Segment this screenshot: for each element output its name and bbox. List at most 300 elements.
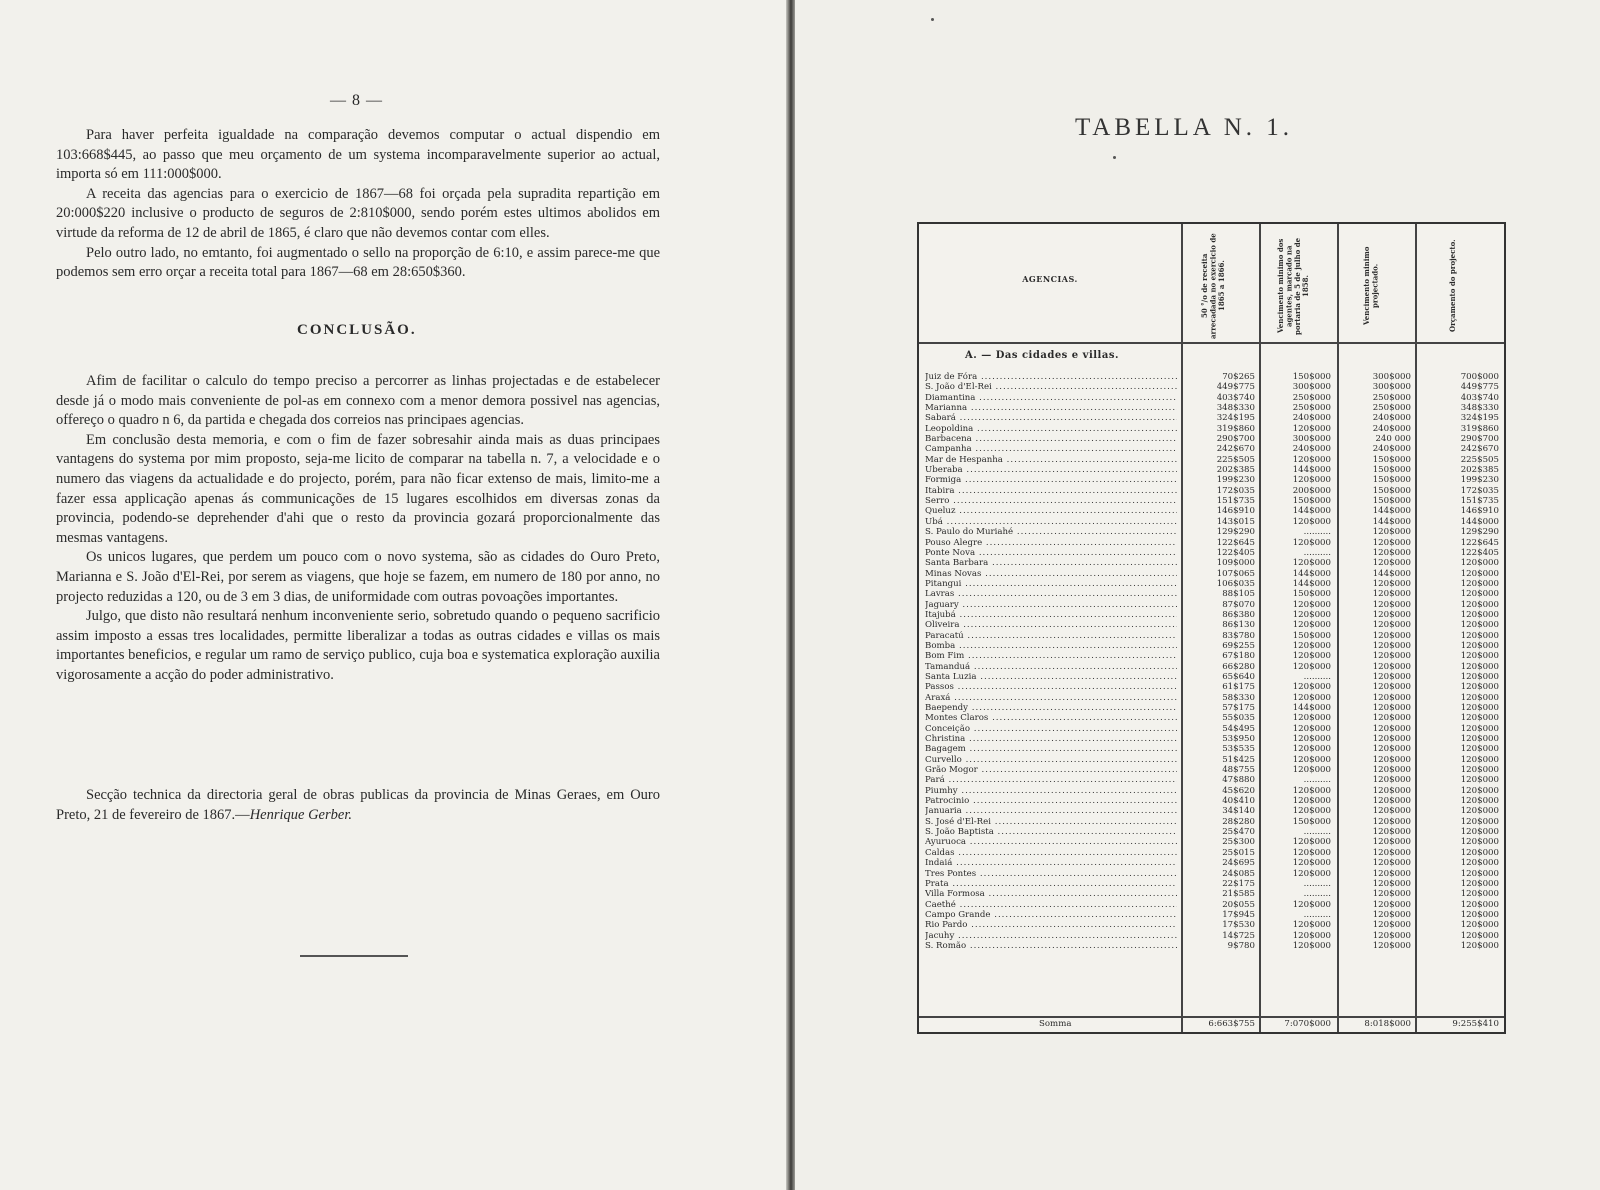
cell-receita: 61$175 bbox=[1222, 682, 1255, 693]
cell-orcamento: 120$000 bbox=[1460, 692, 1499, 703]
cell-vencimento-1858: 120$000 bbox=[1292, 734, 1331, 745]
cell-orcamento: 120$000 bbox=[1460, 878, 1499, 889]
cell-receita: 17$530 bbox=[1222, 920, 1255, 931]
cell-receita: 54$495 bbox=[1222, 723, 1255, 734]
agency-name: Caethé ..... bbox=[925, 900, 1177, 910]
body-text-conclusion bbox=[56, 372, 660, 686]
cell-orcamento: 290$700 bbox=[1460, 434, 1499, 445]
table-row bbox=[919, 600, 1504, 610]
table-row bbox=[919, 817, 1504, 827]
cell-vencimento-1858: 150$000 bbox=[1292, 372, 1331, 382]
somma-label: Somma bbox=[1039, 1019, 1072, 1029]
agency-name: Itabira ..... bbox=[925, 486, 1177, 496]
cell-vencimento-projectado: 120$000 bbox=[1372, 671, 1411, 682]
cell-vencimento-1858: 150$000 bbox=[1292, 496, 1331, 507]
cell-vencimento-projectado: 300$000 bbox=[1372, 382, 1411, 393]
table-row bbox=[919, 569, 1504, 579]
cell-vencimento-projectado: 120$000 bbox=[1372, 558, 1411, 569]
cell-orcamento: 120$000 bbox=[1460, 847, 1499, 858]
cell-vencimento-1858: .......... bbox=[1303, 909, 1331, 920]
cell-vencimento-1858: 120$000 bbox=[1292, 847, 1331, 858]
cell-orcamento: 120$000 bbox=[1460, 651, 1499, 662]
cell-orcamento: 120$000 bbox=[1460, 785, 1499, 796]
table-row bbox=[919, 579, 1504, 589]
cell-vencimento-1858: 300$000 bbox=[1292, 382, 1331, 393]
cell-vencimento-1858: 120$000 bbox=[1292, 858, 1331, 869]
cell-vencimento-1858: 120$000 bbox=[1292, 620, 1331, 631]
agency-name: Montes Claros ..... bbox=[925, 713, 1177, 723]
paper-speck bbox=[931, 18, 934, 21]
cell-vencimento-1858: 120$000 bbox=[1292, 837, 1331, 848]
table-row bbox=[919, 941, 1504, 951]
cell-orcamento: 129$290 bbox=[1460, 527, 1499, 538]
table-row bbox=[919, 869, 1504, 879]
cell-vencimento-projectado: 120$000 bbox=[1372, 940, 1411, 951]
cell-orcamento: 120$000 bbox=[1460, 599, 1499, 610]
cell-vencimento-projectado: 120$000 bbox=[1372, 754, 1411, 765]
agency-name: Santa Luzia ..... bbox=[925, 672, 1177, 682]
cell-vencimento-1858: 144$000 bbox=[1292, 465, 1331, 476]
page-number: — 8 — bbox=[330, 92, 383, 109]
agency-name: S. João Baptista ..... bbox=[925, 827, 1177, 837]
table-row bbox=[919, 610, 1504, 620]
cell-receita: 66$280 bbox=[1222, 661, 1255, 672]
cell-vencimento-projectado: 150$000 bbox=[1372, 465, 1411, 476]
agency-name: Lavras ..... bbox=[925, 589, 1177, 599]
table-row bbox=[919, 879, 1504, 889]
agency-name: S. Romão ..... bbox=[925, 941, 1177, 951]
cell-vencimento-projectado: 120$000 bbox=[1372, 713, 1411, 724]
cell-receita: 122$405 bbox=[1216, 547, 1255, 558]
cell-vencimento-projectado: 120$000 bbox=[1372, 827, 1411, 838]
cell-vencimento-projectado: 120$000 bbox=[1372, 537, 1411, 548]
cell-vencimento-projectado: 240 000 bbox=[1375, 434, 1411, 445]
cell-orcamento: 120$000 bbox=[1460, 568, 1499, 579]
agency-name: Rio Pardo ..... bbox=[925, 920, 1177, 930]
agency-name: S. João d'El-Rei ..... bbox=[925, 382, 1177, 392]
signoff-author: Henrique Gerber. bbox=[249, 806, 352, 823]
header-col2: Vencimento minimo dos agentes, marcado na portaria de 5 de julho de 1858. bbox=[1276, 237, 1311, 335]
agency-name: Campanha ..... bbox=[925, 444, 1177, 454]
agency-name: Indaiá ..... bbox=[925, 858, 1177, 868]
cell-vencimento-1858: 120$000 bbox=[1292, 454, 1331, 465]
left-page bbox=[0, 0, 790, 1190]
cell-vencimento-1858: 120$000 bbox=[1292, 651, 1331, 662]
cell-receita: 225$505 bbox=[1216, 454, 1255, 465]
cell-orcamento: 319$860 bbox=[1460, 423, 1499, 434]
agency-name: Pará ..... bbox=[925, 775, 1177, 785]
cell-receita: 83$780 bbox=[1222, 630, 1255, 641]
cell-vencimento-1858: 120$000 bbox=[1292, 692, 1331, 703]
header-col3: Vencimento minimo projectado. bbox=[1362, 246, 1380, 326]
cell-vencimento-1858: 120$000 bbox=[1292, 640, 1331, 651]
cell-vencimento-projectado: 144$000 bbox=[1372, 516, 1411, 527]
header-divider bbox=[919, 342, 1504, 344]
table-row bbox=[919, 931, 1504, 941]
somma-v2: 7:070$000 bbox=[1284, 1019, 1331, 1029]
table-row bbox=[919, 403, 1504, 413]
table-row bbox=[919, 434, 1504, 444]
cell-vencimento-1858: .......... bbox=[1303, 527, 1331, 538]
table-row bbox=[919, 900, 1504, 910]
cell-vencimento-projectado: 240$000 bbox=[1372, 444, 1411, 455]
cell-vencimento-1858: 120$000 bbox=[1292, 899, 1331, 910]
agency-name: Jaguary ..... bbox=[925, 600, 1177, 610]
cell-orcamento: 120$000 bbox=[1460, 620, 1499, 631]
cell-orcamento: 449$775 bbox=[1460, 382, 1499, 393]
header-agencias: AGENCIAS. bbox=[1022, 274, 1078, 284]
cell-receita: 48$755 bbox=[1222, 765, 1255, 776]
table-row bbox=[919, 889, 1504, 899]
table-row bbox=[919, 517, 1504, 527]
cell-vencimento-projectado: 150$000 bbox=[1372, 475, 1411, 486]
cell-vencimento-1858: 120$000 bbox=[1292, 806, 1331, 817]
paragraph: Para haver perfeita igualdade na comparação devemos computar o actual dispendio em 103:668$445, ao passo que meu orçamento de um systema incomparavelmente superior ao actual, importa só em 111:000$000. bbox=[56, 127, 660, 183]
cell-orcamento: 242$670 bbox=[1460, 444, 1499, 455]
table-row bbox=[919, 382, 1504, 392]
agency-name: Uberaba ..... bbox=[925, 465, 1177, 475]
cell-vencimento-projectado: 120$000 bbox=[1372, 703, 1411, 713]
cell-orcamento: 144$000 bbox=[1460, 516, 1499, 527]
table-row bbox=[919, 486, 1504, 496]
cell-receita: 88$105 bbox=[1222, 589, 1255, 600]
cell-orcamento: 120$000 bbox=[1460, 723, 1499, 734]
cell-orcamento: 120$000 bbox=[1460, 713, 1499, 724]
cell-vencimento-1858: 120$000 bbox=[1292, 754, 1331, 765]
agency-name: Januaria ..... bbox=[925, 806, 1177, 816]
agency-name: Pouso Alegre ..... bbox=[925, 538, 1177, 548]
cell-vencimento-1858: 120$000 bbox=[1292, 475, 1331, 486]
cell-receita: 122$645 bbox=[1216, 537, 1255, 548]
cell-vencimento-projectado: 120$000 bbox=[1372, 547, 1411, 558]
cell-receita: 86$130 bbox=[1222, 620, 1255, 631]
cell-vencimento-projectado: 120$000 bbox=[1372, 744, 1411, 755]
agency-name: Formiga ..... bbox=[925, 475, 1177, 485]
cell-receita: 143$015 bbox=[1216, 516, 1255, 527]
cell-vencimento-1858: 144$000 bbox=[1292, 568, 1331, 579]
table-row bbox=[919, 920, 1504, 930]
cell-receita: 20$055 bbox=[1222, 899, 1255, 910]
section-heading: CONCLUSÃO. bbox=[297, 322, 417, 338]
table-title: TABELLA N. 1. bbox=[1075, 114, 1294, 141]
cell-vencimento-projectado: 250$000 bbox=[1372, 403, 1411, 414]
paragraph: Julgo, que disto não resultará nenhum inconveniente serio, sobretudo quando o pequeno sacrificio assim imposto a essas tres localidades, permitte liberalizar a todas as outras cidades e villas os mais importantes beneficios, e regular um ramo de serviço publico, cuja boa e systematica exploração auxilia vigorosamente a acção do poder administrativo. bbox=[56, 608, 660, 683]
cell-receita: 107$065 bbox=[1216, 568, 1255, 579]
cell-vencimento-1858: 120$000 bbox=[1292, 516, 1331, 527]
table-row bbox=[919, 848, 1504, 858]
cell-receita: 86$380 bbox=[1222, 609, 1255, 620]
somma-v3: 8:018$000 bbox=[1364, 1019, 1411, 1029]
cell-orcamento: 403$740 bbox=[1460, 392, 1499, 403]
cell-vencimento-projectado: 120$000 bbox=[1372, 878, 1411, 889]
table-row bbox=[919, 651, 1504, 661]
cell-vencimento-projectado: 120$000 bbox=[1372, 578, 1411, 589]
table-rows bbox=[919, 372, 1504, 951]
cell-vencimento-projectado: 120$000 bbox=[1372, 661, 1411, 672]
cell-orcamento: 120$000 bbox=[1460, 899, 1499, 910]
agency-name: Caldas ..... bbox=[925, 848, 1177, 858]
agency-name: Campo Grande ..... bbox=[925, 910, 1177, 920]
cell-vencimento-projectado: 240$000 bbox=[1372, 413, 1411, 424]
cell-vencimento-1858: 120$000 bbox=[1292, 796, 1331, 807]
table-row bbox=[919, 796, 1504, 806]
cell-vencimento-projectado: 120$000 bbox=[1372, 930, 1411, 941]
cell-receita: 25$470 bbox=[1222, 827, 1255, 838]
agency-name: Leopoldina ..... bbox=[925, 424, 1177, 434]
cell-vencimento-projectado: 120$000 bbox=[1372, 785, 1411, 796]
cell-vencimento-projectado: 120$000 bbox=[1372, 589, 1411, 600]
cell-orcamento: 120$000 bbox=[1460, 671, 1499, 682]
cell-orcamento: 324$195 bbox=[1460, 413, 1499, 424]
cell-vencimento-projectado: 120$000 bbox=[1372, 920, 1411, 931]
table-row bbox=[919, 527, 1504, 537]
cell-orcamento: 172$035 bbox=[1460, 485, 1499, 496]
table-row bbox=[919, 641, 1504, 651]
table-row bbox=[919, 693, 1504, 703]
paragraph: Afim de facilitar o calculo do tempo preciso a percorrer as linhas projectadas e de estabelecer desde já o modo mais conveniente de pol-as em connexo com a menor demora possivel nas agencias, offereço o quadro n 6, da partida e chegada dos correios nas principaes agencias. bbox=[56, 373, 660, 429]
signoff bbox=[56, 786, 660, 825]
cell-vencimento-1858: 120$000 bbox=[1292, 713, 1331, 724]
cell-orcamento: 120$000 bbox=[1460, 889, 1499, 900]
agency-name: S. José d'El-Rei ..... bbox=[925, 817, 1177, 827]
agency-name: Juiz de Fóra ..... bbox=[925, 372, 1177, 382]
cell-vencimento-projectado: 120$000 bbox=[1372, 609, 1411, 620]
agency-name: Mar de Hespanha ..... bbox=[925, 455, 1177, 465]
cell-receita: 58$330 bbox=[1222, 692, 1255, 703]
table-row bbox=[919, 765, 1504, 775]
agency-name: Ayuruoca ..... bbox=[925, 837, 1177, 847]
cell-vencimento-1858: 120$000 bbox=[1292, 423, 1331, 434]
table-row bbox=[919, 548, 1504, 558]
cell-receita: 403$740 bbox=[1216, 392, 1255, 403]
cell-orcamento: 120$000 bbox=[1460, 682, 1499, 693]
table-row bbox=[919, 713, 1504, 723]
cell-vencimento-projectado: 120$000 bbox=[1372, 640, 1411, 651]
cell-vencimento-projectado: 120$000 bbox=[1372, 837, 1411, 848]
cell-receita: 151$735 bbox=[1216, 496, 1255, 507]
cell-orcamento: 120$000 bbox=[1460, 609, 1499, 620]
cell-orcamento: 120$000 bbox=[1460, 661, 1499, 672]
agency-name: Jacuhy ..... bbox=[925, 931, 1177, 941]
table-row bbox=[919, 620, 1504, 630]
somma-row bbox=[919, 1018, 1504, 1030]
cell-receita: 319$860 bbox=[1216, 423, 1255, 434]
agency-name: Bagagem ..... bbox=[925, 744, 1177, 754]
agency-name: Pitangui ..... bbox=[925, 579, 1177, 589]
agency-name: Prata ..... bbox=[925, 879, 1177, 889]
agency-name: Itajubá ..... bbox=[925, 610, 1177, 620]
cell-vencimento-1858: 150$000 bbox=[1292, 630, 1331, 641]
cell-orcamento: 700$000 bbox=[1460, 372, 1499, 382]
signoff-text: Secção technica da directoria geral de obras publicas da provincia de Minas Geraes, em Ouro Preto, 21 de fevereiro de 1867.— bbox=[56, 787, 660, 823]
cell-receita: 55$035 bbox=[1222, 713, 1255, 724]
cell-receita: 22$175 bbox=[1222, 878, 1255, 889]
cell-vencimento-1858: 240$000 bbox=[1292, 413, 1331, 424]
cell-vencimento-projectado: 144$000 bbox=[1372, 568, 1411, 579]
agency-name: Grão Mogor ..... bbox=[925, 765, 1177, 775]
cell-receita: 47$880 bbox=[1222, 775, 1255, 786]
cell-vencimento-projectado: 120$000 bbox=[1372, 765, 1411, 776]
cell-orcamento: 120$000 bbox=[1460, 640, 1499, 651]
table-row bbox=[919, 858, 1504, 868]
cell-vencimento-projectado: 120$000 bbox=[1372, 806, 1411, 817]
table-row bbox=[919, 806, 1504, 816]
cell-vencimento-1858: 144$000 bbox=[1292, 703, 1331, 713]
cell-vencimento-projectado: 120$000 bbox=[1372, 899, 1411, 910]
table-row bbox=[919, 413, 1504, 423]
cell-receita: 172$035 bbox=[1216, 485, 1255, 496]
agency-name: Tamanduá ..... bbox=[925, 662, 1177, 672]
table-row bbox=[919, 682, 1504, 692]
divider-rule bbox=[300, 955, 408, 957]
agency-name: Villa Formosa ..... bbox=[925, 889, 1177, 899]
cell-receita: 53$535 bbox=[1222, 744, 1255, 755]
agency-name: Sabará ..... bbox=[925, 413, 1177, 423]
cell-orcamento: 120$000 bbox=[1460, 868, 1499, 879]
table-row bbox=[919, 538, 1504, 548]
agency-name: Paracatú ..... bbox=[925, 631, 1177, 641]
cell-vencimento-1858: 120$000 bbox=[1292, 744, 1331, 755]
cell-vencimento-1858: 120$000 bbox=[1292, 599, 1331, 610]
cell-vencimento-projectado: 120$000 bbox=[1372, 796, 1411, 807]
cell-vencimento-1858: 120$000 bbox=[1292, 868, 1331, 879]
cell-receita: 53$950 bbox=[1222, 734, 1255, 745]
cell-vencimento-projectado: 150$000 bbox=[1372, 485, 1411, 496]
cell-receita: 21$585 bbox=[1222, 889, 1255, 900]
agency-name: Baependy ..... bbox=[925, 703, 1177, 713]
table-row bbox=[919, 786, 1504, 796]
cell-orcamento: 199$230 bbox=[1460, 475, 1499, 486]
cell-orcamento: 120$000 bbox=[1460, 827, 1499, 838]
cell-receita: 9$780 bbox=[1227, 940, 1255, 951]
cell-receita: 106$035 bbox=[1216, 578, 1255, 589]
paragraph: Pelo outro lado, no emtanto, foi augmentado o sello na proporção de 6:10, e assim parece-me que podemos sem erro orçar a receita total para 1867—68 em 28:650$360. bbox=[56, 244, 660, 281]
table-row bbox=[919, 744, 1504, 754]
cell-receita: 242$670 bbox=[1216, 444, 1255, 455]
cell-vencimento-projectado: 240$000 bbox=[1372, 423, 1411, 434]
table-row bbox=[919, 393, 1504, 403]
header-col4: Orçamento do projecto. bbox=[1448, 239, 1457, 333]
table-row bbox=[919, 444, 1504, 454]
table-row bbox=[919, 455, 1504, 465]
table-row bbox=[919, 734, 1504, 744]
cell-vencimento-1858: .......... bbox=[1303, 889, 1331, 900]
cell-vencimento-1858: 120$000 bbox=[1292, 661, 1331, 672]
cell-orcamento: 120$000 bbox=[1460, 940, 1499, 951]
cell-orcamento: 120$000 bbox=[1460, 589, 1499, 600]
table-row bbox=[919, 755, 1504, 765]
cell-receita: 146$910 bbox=[1216, 506, 1255, 517]
cell-vencimento-projectado: 120$000 bbox=[1372, 682, 1411, 693]
cell-receita: 69$255 bbox=[1222, 640, 1255, 651]
cell-vencimento-projectado: 120$000 bbox=[1372, 775, 1411, 786]
cell-orcamento: 120$000 bbox=[1460, 909, 1499, 920]
cell-receita: 202$385 bbox=[1216, 465, 1255, 476]
cell-vencimento-1858: 150$000 bbox=[1292, 589, 1331, 600]
cell-receita: 45$620 bbox=[1222, 785, 1255, 796]
cell-vencimento-1858: 150$000 bbox=[1292, 816, 1331, 827]
cell-receita: 51$425 bbox=[1222, 754, 1255, 765]
cell-orcamento: 151$735 bbox=[1460, 496, 1499, 507]
agency-name: Serro ..... bbox=[925, 496, 1177, 506]
cell-receita: 449$775 bbox=[1216, 382, 1255, 393]
cell-orcamento: 120$000 bbox=[1460, 558, 1499, 569]
agency-name: Diamantina ..... bbox=[925, 393, 1177, 403]
agency-name: Minas Novas ..... bbox=[925, 569, 1177, 579]
cell-vencimento-1858: 144$000 bbox=[1292, 578, 1331, 589]
cell-receita: 57$175 bbox=[1222, 703, 1255, 713]
cell-vencimento-1858: 120$000 bbox=[1292, 723, 1331, 734]
cell-vencimento-1858: .......... bbox=[1303, 827, 1331, 838]
cell-vencimento-projectado: 120$000 bbox=[1372, 909, 1411, 920]
table-row bbox=[919, 465, 1504, 475]
cell-receita: 17$945 bbox=[1222, 909, 1255, 920]
cell-vencimento-1858: 120$000 bbox=[1292, 785, 1331, 796]
agency-name: Ubá ..... bbox=[925, 517, 1177, 527]
cell-vencimento-projectado: 120$000 bbox=[1372, 692, 1411, 703]
cell-orcamento: 120$000 bbox=[1460, 734, 1499, 745]
agency-name: Queluz ..... bbox=[925, 506, 1177, 516]
agency-name: Conceição ..... bbox=[925, 724, 1177, 734]
book-gutter bbox=[786, 0, 795, 1190]
paragraph: A receita das agencias para o exercicio de 1867—68 foi orçada pela supradita repartição em 20:000$220 inclusive o producto de seguros de 2:810$000, sendo porém estes ultimos abolidos em virtude da reforma de 12 de abril de 1865, é claro que não devemos contar com elles. bbox=[56, 185, 660, 241]
cell-vencimento-projectado: 150$000 bbox=[1372, 454, 1411, 465]
agency-name: Passos ..... bbox=[925, 682, 1177, 692]
cell-receita: 70$265 bbox=[1222, 372, 1255, 382]
cell-receita: 14$725 bbox=[1222, 930, 1255, 941]
agency-name: Marianna ..... bbox=[925, 403, 1177, 413]
cell-vencimento-1858: 250$000 bbox=[1292, 403, 1331, 414]
table-row bbox=[919, 506, 1504, 516]
table-row bbox=[919, 662, 1504, 672]
cell-orcamento: 120$000 bbox=[1460, 796, 1499, 807]
agency-name: Piumhy ..... bbox=[925, 786, 1177, 796]
cell-receita: 40$410 bbox=[1222, 796, 1255, 807]
cell-vencimento-projectado: 150$000 bbox=[1372, 496, 1411, 507]
agency-name: Patrocinio ..... bbox=[925, 796, 1177, 806]
cell-orcamento: 122$405 bbox=[1460, 547, 1499, 558]
cell-receita: 34$140 bbox=[1222, 806, 1255, 817]
cell-vencimento-projectado: 120$000 bbox=[1372, 868, 1411, 879]
somma-v4: 9:255$410 bbox=[1452, 1019, 1499, 1029]
cell-vencimento-projectado: 144$000 bbox=[1372, 506, 1411, 517]
table-row bbox=[919, 589, 1504, 599]
cell-vencimento-1858: 200$000 bbox=[1292, 485, 1331, 496]
table-row bbox=[919, 775, 1504, 785]
cell-receita: 25$015 bbox=[1222, 847, 1255, 858]
paragraph: Os unicos lugares, que perdem um pouco com o novo systema, são as cidades do Ouro Preto, Marianna e S. João d'El-Rei, por serem as viagens, que hoje se fazem, em numero de 180 por anno, no projecto reduzidas a 120, ou de 3 em 3 dias, de uniformidade com outras povoações importantes. bbox=[56, 549, 660, 605]
agency-name: Oliveira ..... bbox=[925, 620, 1177, 630]
cell-vencimento-projectado: 120$000 bbox=[1372, 599, 1411, 610]
table-row bbox=[919, 672, 1504, 682]
cell-orcamento: 122$645 bbox=[1460, 537, 1499, 548]
table-row bbox=[919, 631, 1504, 641]
cell-vencimento-1858: 120$000 bbox=[1292, 765, 1331, 776]
agency-name: Araxá ..... bbox=[925, 693, 1177, 703]
cell-receita: 25$300 bbox=[1222, 837, 1255, 848]
cell-orcamento: 146$910 bbox=[1460, 506, 1499, 517]
table-row bbox=[919, 910, 1504, 920]
cell-vencimento-1858: .......... bbox=[1303, 775, 1331, 786]
cell-vencimento-projectado: 120$000 bbox=[1372, 620, 1411, 631]
agency-name: Ponte Nova ..... bbox=[925, 548, 1177, 558]
table-row bbox=[919, 558, 1504, 568]
cell-orcamento: 202$385 bbox=[1460, 465, 1499, 476]
cell-orcamento: 120$000 bbox=[1460, 930, 1499, 941]
cell-receita: 199$230 bbox=[1216, 475, 1255, 486]
cell-receita: 24$085 bbox=[1222, 868, 1255, 879]
cell-vencimento-1858: 250$000 bbox=[1292, 392, 1331, 403]
